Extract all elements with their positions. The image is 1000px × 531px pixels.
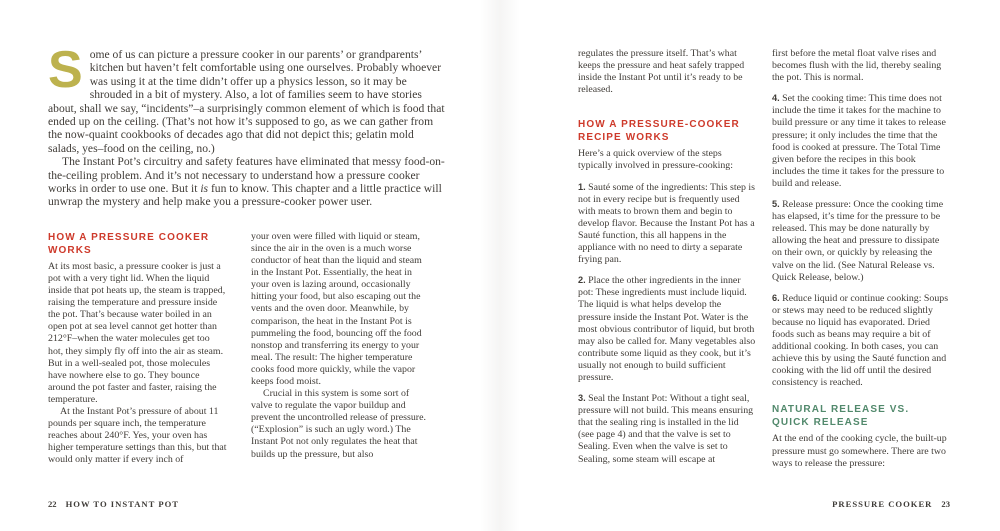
step-text: Set the cooking time: This time does not include the time it takes for the machine to build pressure or any time it takes to release pressure; it only includes the time that the food is cooked at pressure. The Total Time given before the recipes in this book includes the time it takes for the pressure to build and release. bbox=[772, 93, 946, 189]
right-page-columns bbox=[578, 48, 950, 470]
body-paragraph: first before the metal float valve rises and becomes flush with the lid, thereby sealing the pot. This is normal. bbox=[772, 48, 942, 84]
body-paragraph: At the Instant Pot’s pressure of about 11 pounds per square inch, the temperature reaches about 240°F. Yes, your oven has higher temperature settings than this, but that would only matter if every inch of bbox=[48, 406, 227, 466]
step-text: Place the other ingredients in the inner pot: These ingredients must include liquid. The liquid is what helps develop the pressure inside the Instant Pot. Water is the most obvious contributor of liquid, but broth may also be called for. Many vegetables also contribute some liquid as they cook, but it’s usually not enough to build sufficient pressure. bbox=[578, 275, 756, 383]
left-column-2 bbox=[251, 231, 430, 467]
intro-paragraph-2-end: fun to know. This chapter and a little practice will unwrap the mystery and help make you a pressure-cooker power user. bbox=[48, 182, 442, 209]
page-number: 22 bbox=[48, 499, 57, 509]
left-column-1 bbox=[48, 231, 227, 467]
body-paragraph: Here’s a quick overview of the steps typically involved in pressure-cooking: bbox=[578, 148, 733, 172]
right-column-1 bbox=[578, 48, 756, 470]
step-text: Reduce liquid or continue cooking: Soups or stews may need to be reduced slightly because no liquid has evaporated. Dried foods such as beans may require a bit of additional cooking. In both cases, you can achieve this by using the Sauté function and cooking with the lid off until the desired consistency is reached. bbox=[772, 292, 949, 389]
chapter-intro bbox=[48, 41, 445, 209]
body-paragraph: your oven were filled with liquid or steam, since the air in the oven is a much worse conductor of heat than the liquid and steam in the Instant Pot. Essentially, the heat in your oven is lazing around, occasionally hitting your food, but also escaping out the vents and the oven door. Meanwhile, by comparison, the heat in the Instant Pot is pummeling the food, bouncing off the food nonstop and transferring its energy to your meal. The result: The higher temperature cooks food more quickly, while the vapor keeps food moist. bbox=[251, 230, 422, 387]
left-page-footer bbox=[48, 499, 179, 509]
section-heading-natural-release-vs-quick-release: NATURAL RELEASE VS. QUICK RELEASE bbox=[772, 404, 910, 429]
intro-paragraph-1 bbox=[48, 41, 445, 155]
body-paragraph: At the end of the cooking cycle, the built-up pressure must go somewhere. There are two ways to release the pressure: bbox=[772, 433, 947, 469]
intro-paragraph-1-text: ome of us can picture a pressure cooker in our parents’ or grandparents’ kitchen but haven’t felt comfortable using one ourselves. Probably whoever was using it at the time didn’t offer up a physics lesson, so it may be shrouded in a bit of mystery. Also, a lot of families seem to have stories about, shall we say, “incidents”–a surprisingly common element of which is food that ended up on the ceiling. (That’s not how it’s supposed to go, as we can gather from the now-quaint cookbooks of decades ago that did not depict this; gelatin mold salads, yes–food on the ceiling, no.) bbox=[48, 48, 445, 155]
step-number: 3. bbox=[578, 393, 586, 404]
step-number: 1. bbox=[578, 181, 586, 192]
step-number: 5. bbox=[772, 199, 780, 210]
intro-paragraph-2 bbox=[48, 155, 445, 209]
body-paragraph: Crucial in this system is some sort of valve to regulate the vapor buildup and prevent the uncontrolled release of pressure. (“Explosion” is such an ugly word.) The Instant Pot not only regulates the heat that builds up the pressure, but also bbox=[251, 388, 426, 460]
intro-italic-word: is bbox=[200, 182, 209, 196]
running-head: PRESSURE COOKER bbox=[832, 499, 933, 509]
page-number: 23 bbox=[941, 499, 950, 509]
step-text: Seal the Instant Pot: Without a tight seal, pressure will not build. This means ensuring that the sealing ring is installed in the lid (see page 4) and that the valve is set to Sealing. Even when the valve is set to Sealing, some steam will escape at bbox=[578, 393, 754, 465]
running-head: HOW TO INSTANT POT bbox=[65, 499, 180, 509]
right-column-2 bbox=[772, 48, 950, 470]
page-right bbox=[500, 0, 1000, 531]
right-page-footer bbox=[832, 499, 950, 509]
drop-cap: S bbox=[48, 41, 83, 99]
step-item-3 bbox=[578, 392, 756, 466]
section-heading-how-a-pressure-cooker-recipe-works: HOW A PRESSURE-COOKER RECIPE WORKS bbox=[578, 119, 740, 144]
step-number: 2. bbox=[578, 275, 586, 286]
step-number: 6. bbox=[772, 292, 780, 303]
step-item-1 bbox=[578, 181, 756, 267]
body-paragraph: regulates the pressure itself. That’s what keeps the pressure and heat safely trapped inside the Instant Pot until it’s ready to be released. bbox=[578, 48, 745, 96]
intro-paragraph-2-start: The Instant Pot’s circuitry and safety features have eliminated that messy food-on-the-ceiling problem. And it’s not necessary to understand how a pressure cooker works in order to use one. But it bbox=[48, 155, 445, 196]
section-heading-how-a-pressure-cooker-works: HOW A PRESSURE COOKER WORKS bbox=[48, 231, 210, 256]
step-text: Sauté some of the ingredients: This step is not in every recipe but is frequently used with meats to brown them and begin to develop flavor. Because the Instant Pot has a Sauté function, this all happens in the appliance with no need to dirty a separate frying pan. bbox=[578, 181, 755, 266]
step-item-4 bbox=[772, 92, 950, 190]
step-item-2 bbox=[578, 274, 756, 384]
step-item-6 bbox=[772, 292, 950, 390]
body-paragraph: At its most basic, a pressure cooker is just a pot with a very tight lid. When the liquid inside that pot heats up, the steam is trapped, raising the temperature and pressure inside the pot. That’s because water boiled in an open pot at sea level cannot get hotter than 212°F–when the water molecules get too hot, they simply fly off into the air as steam. But in a well-sealed pot, those molecules have nowhere else to go. They bounce around the pot faster and faster, raising the temperature. bbox=[48, 260, 226, 405]
step-number: 4. bbox=[772, 93, 780, 104]
left-page-columns bbox=[48, 231, 430, 467]
step-text: Release pressure: Once the cooking time has elapsed, it’s time for the pressure to be released. This may be done naturally by allowing the heat and pressure to dissipate on their own, or quickly by releasing the valve on the lid. (See Natural Release vs. Quick Release, below.) bbox=[772, 199, 944, 283]
step-item-5 bbox=[772, 198, 950, 284]
